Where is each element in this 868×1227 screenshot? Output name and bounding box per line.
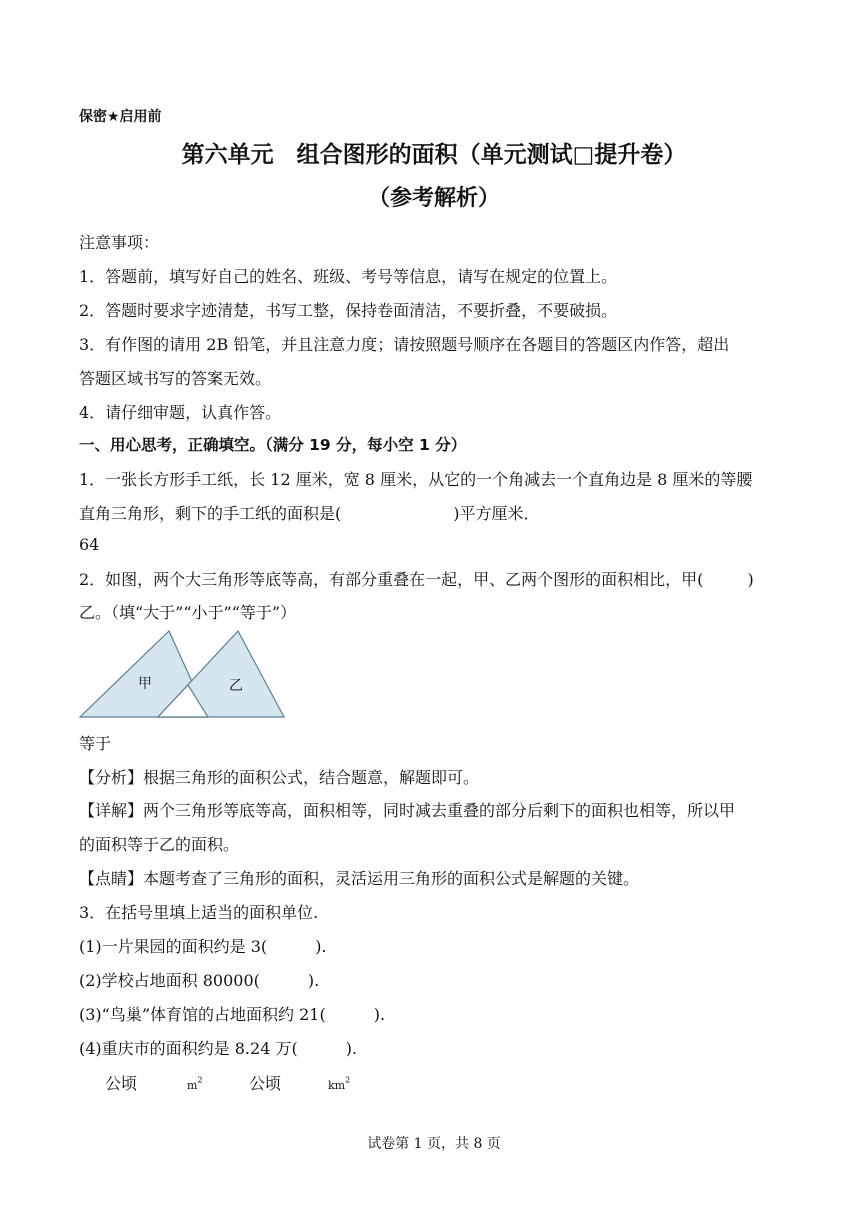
- q3-answer-3: 公顷: [249, 1074, 282, 1093]
- q2-analysis: 【分析】根据三角形的面积公式，结合题意，解题即可。: [79, 768, 480, 787]
- q3-answer-2-exp: 2: [197, 1075, 203, 1085]
- q2-answer: 等于: [79, 734, 112, 753]
- q2-text-line1: [79, 567, 754, 590]
- q3-item-text: (1)一片果园的面积约是 3(: [79, 937, 268, 956]
- notice-item: 4．请仔细审题，认真作答。: [79, 403, 282, 422]
- notice-item: 2．答题时要求字迹清楚，书写工整，保持卷面清洁，不要折叠，不要破损。: [79, 301, 618, 320]
- q3-answer-4-unit: km: [328, 1079, 346, 1092]
- q3-answer-4: [328, 1074, 350, 1093]
- q1-answer: 64: [79, 535, 100, 554]
- q3-item: [79, 968, 319, 991]
- q2-detail: 【详解】两个三角形等底等高，面积相等，同时减去重叠的部分后剩下的面积也相等，所以甲: [79, 801, 736, 820]
- page-footer: 试卷第 1 页，共 8 页: [367, 1136, 501, 1152]
- page-title: 第六单元 组合图形的面积（单元测试□提升卷）: [181, 142, 687, 168]
- q1-text-line2: [79, 501, 540, 524]
- notice-item: 1．答题前，填写好自己的姓名、班级、考号等信息，请写在规定的位置上。: [79, 267, 618, 286]
- q3-answer-1: 公顷: [105, 1074, 138, 1093]
- q3-item-text: ).: [373, 1005, 386, 1024]
- label-yi: 乙: [229, 678, 243, 694]
- q3-item-text: ).: [307, 971, 320, 990]
- q3-item-text: (2)学校占地面积 80000(: [79, 971, 260, 990]
- q3-answers: [105, 1071, 350, 1094]
- q2-text-part: ): [747, 570, 754, 589]
- q2-detail: 的面积等于乙的面积。: [79, 835, 240, 854]
- section-heading: 一、用心思考，正确填空。（满分 19 分，每小空 1 分）: [79, 436, 467, 454]
- q3-answer-2-unit: m: [187, 1079, 198, 1092]
- confidential-label: 保密★启用前: [79, 109, 162, 125]
- overlapping-triangles-figure: [78, 628, 288, 723]
- q1-text-part: 直角三角形，剩下的手工纸的面积是(: [79, 504, 342, 523]
- q3-item-text: ).: [345, 1039, 358, 1058]
- q2-comment: 【点睛】本题考查了三角形的面积，灵活运用三角形的面积公式是解题的关键。: [79, 869, 640, 888]
- q2-text-line2: 乙。（填“大于”“小于”“等于”）: [79, 603, 297, 622]
- q1-text-part: )平方厘米．: [453, 504, 540, 523]
- q3-heading: 3．在括号里填上适当的面积单位.: [79, 903, 319, 922]
- notice-item: 3．有作图的请用 2B 铅笔，并且注意力度；请按照题号顺序在各题目的答题区内作答，超出: [79, 335, 730, 354]
- q3-item-text: (4)重庆市的面积约是 8.24 万(: [79, 1039, 298, 1058]
- notice-heading: 注意事项：: [79, 233, 160, 252]
- q1-text: 1．一张长方形手工纸，长 12 厘米，宽 8 厘米，从它的一个角减去一个直角边是 8 厘米的等腰: [79, 470, 753, 489]
- q3-item: [79, 1036, 357, 1059]
- q3-item: [79, 934, 327, 957]
- q3-answer-2: [187, 1074, 249, 1093]
- q3-answer-4-exp: 2: [345, 1075, 351, 1085]
- q3-item-text: (3)“鸟巢”体育馆的占地面积约 21(: [79, 1005, 326, 1024]
- page-subtitle: （参考解析）: [367, 186, 500, 211]
- q2-text-part: 2．如图，两个大三角形等底等高，有部分重叠在一起，甲、乙两个图形的面积相比，甲(: [79, 570, 704, 589]
- q3-item-text: ).: [315, 937, 327, 956]
- q3-item: [79, 1002, 385, 1025]
- label-jia: 甲: [138, 676, 152, 692]
- notice-item: 答题区域书写的答案无效。: [79, 369, 272, 388]
